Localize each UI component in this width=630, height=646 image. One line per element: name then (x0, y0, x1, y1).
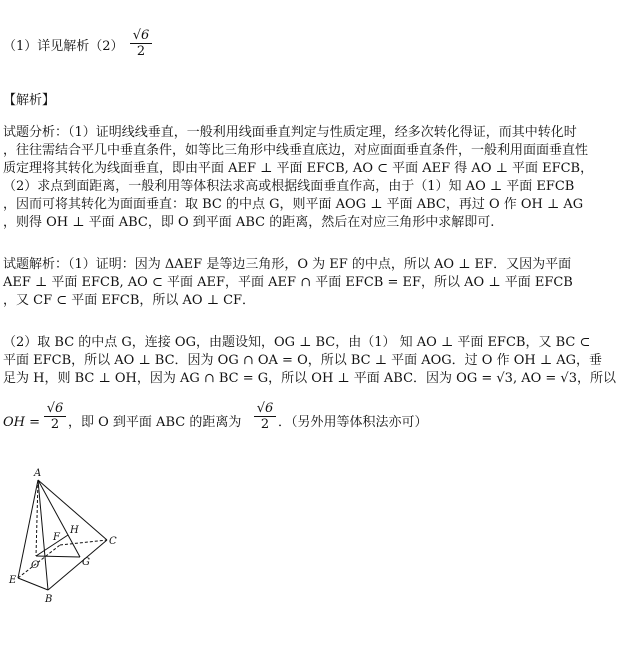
segment-OG (36, 556, 80, 557)
answer-fraction-numerator: √6 (130, 28, 152, 44)
vertex-label-B: B (45, 594, 53, 605)
edge-EB (18, 578, 48, 590)
analysis-line-4: （2）求点到面距离，一般利用等体积法求高或根据线面垂直作高，由于（1）知 AO ⊥ 平面 EFCB (3, 179, 575, 194)
analysis-line-2: ，往往需结合平几中垂直条件，如等比三角形中线垂直底边，对应面面垂直条件，一般利用面面垂直性 (3, 143, 589, 158)
vertex-label-C: C (109, 536, 117, 547)
solution-line-4: （2）取 BC 的中点 G，连接 OG，由题设知，OG ⊥ BC，由（1） 知 AO ⊥ 平面 EFCB，又 BC ⊂ (3, 335, 591, 350)
edge-FC-dashed (60, 540, 107, 545)
analysis-line-1: 试题分析：（1）证明线线垂直，一般利用线面垂直判定与性质定理，经多次转化得证，而其中转化时 (3, 125, 577, 140)
distance-fraction-2-numerator: √6 (254, 401, 276, 417)
vertex-label-A: A (34, 468, 42, 479)
solution-line-3: ，又 CF ⊂ 平面 EFCB，所以 AO ⊥ CF． (3, 293, 256, 308)
distance-fraction-1 (44, 401, 66, 432)
analysis-line-5: ，因而可将其转化为面面垂直：取 BC 的中点 G，则平面 AOG ⊥ 平面 ABC，再过 O 作 OH ⊥ AG (3, 197, 584, 212)
analysis-heading: 【解析】 (3, 93, 56, 108)
vertex-label-H: H (70, 525, 79, 536)
vertex-label-O: O (31, 560, 40, 571)
answer-line (3, 38, 124, 56)
vertex-label-G: G (82, 557, 90, 568)
answer-fraction-denominator: 2 (136, 44, 146, 59)
solution-line-7-post: ．（另外用等体积法亦可） (278, 415, 428, 430)
vertex-label-E: E (9, 575, 17, 586)
solution-line-7-pre: OH = (3, 415, 41, 430)
segment-AO-dashed (36, 480, 38, 556)
solution-line-1: 试题解析：（1）证明：因为 ΔAEF 是等边三角形，O 为 EF 的中点，所以 AO ⊥ EF．又因为平面 (3, 257, 572, 272)
answer-text: （1）详见解析（2） (3, 39, 124, 54)
solution-line-6: 足为 H，则 BC ⊥ OH，因为 AG ∩ BC = G，所以 OH ⊥ 平面 ABC．因为 OG = √3, AO = √3，所以 (3, 371, 616, 386)
pyramid-figure (0, 465, 140, 605)
distance-fraction-1-numerator: √6 (44, 401, 66, 417)
answer-fraction (130, 28, 152, 59)
solution-line-5: 平面 EFCB，所以 AO ⊥ BC．因为 OG ∩ OA = O，所以 BC ⊥ 平面 AOG．过 O 作 OH ⊥ AG，垂 (3, 353, 602, 368)
vertex-label-F: F (53, 532, 60, 543)
distance-fraction-1-denominator: 2 (50, 417, 60, 432)
distance-fraction-2-denominator: 2 (260, 417, 270, 432)
solution-line-7-mid: ，即 O 到平面 ABC 的距离为 (68, 415, 242, 430)
analysis-line-6: ，则得 OH ⊥ 平面 ABC，即 O 到平面 ABC 的距离，然后在对应三角形中求解即可. (3, 215, 495, 230)
segment-OH (36, 535, 68, 556)
analysis-line-3: 质定理将其转化为线面垂直，即由平面 AEF ⊥ 平面 EFCB, AO ⊂ 平面 AEF 得 AO ⊥ 平面 EFCB， (3, 161, 594, 176)
edge-BC (48, 540, 107, 590)
solution-line-2: AEF ⊥ 平面 EFCB, AO ⊂ 平面 AEF，平面 AEF ∩ 平面 EFCB = EF，所以 AO ⊥ 平面 EFCB (3, 275, 573, 290)
distance-fraction-2 (254, 401, 276, 432)
